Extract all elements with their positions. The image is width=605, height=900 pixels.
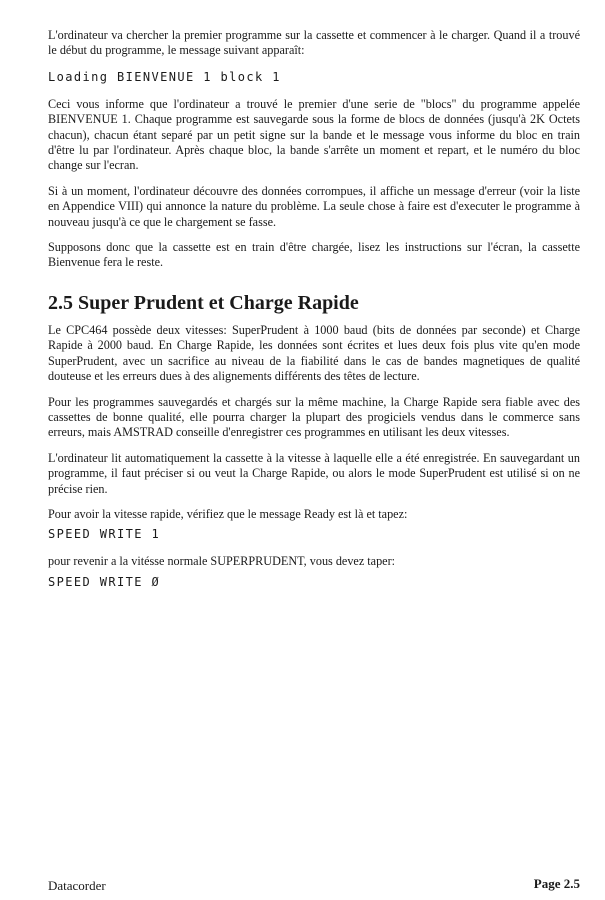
paragraph-fast-speed-instruction: Pour avoir la vitesse rapide, vérifiez que le message Ready est là et tapez: — [48, 506, 408, 521]
paragraph-auto-speed: L'ordinateur lit automatiquement la cassette à la vitesse à laquelle elle a été enregistrée. En sauvegardant un programme, il faut préciser si ou veut la Charge Rapide, ou alors le mode SuperPrudent est utilisé si on ne précise rien. — [48, 450, 580, 496]
footer-chapter-name: Datacorder — [48, 878, 106, 893]
paragraph-loading-intro: L'ordinateur va chercher la premier programme sur la cassette et commencer à le charger. Quand il a trouvé le début du programme, le message suivant apparaît: — [48, 28, 580, 58]
code-loading-message: Loading BIENVENUE 1 block 1 — [48, 69, 281, 84]
code-speed-write-0: SPEED WRITE Ø — [48, 574, 161, 589]
paragraph-speeds: Le CPC464 possède deux vitesses: SuperPrudent à 1000 baud (bits de données par seconde) et Charge Rapide à 2000 baud. En Charge Rapide, les données sont écrites et lues deux fois plus vite qu'en mode SuperPrudent, avec un sacrifice au niveau de la fiabilité dans le cas de bandes magnetiques de qualité douteuse et les erreurs dues à des alignements différents des têtes de lecture. — [48, 322, 580, 384]
paragraph-error-handling: Si à un moment, l'ordinateur découvre des données corrompues, il affiche un message d'erreur (voir la liste en Appendice VIII) qui annonce la nature du problème. La seule chose à faire est d'executer le programme à nouveau jusqu'à ce que le chargement se fasse. — [48, 183, 580, 229]
footer-page-number: Page 2.5 — [533, 876, 580, 891]
code-speed-write-1: SPEED WRITE 1 — [48, 527, 161, 542]
paragraph-cassette-loading: Supposons donc que la cassette est en train d'être chargée, lisez les instructions sur l'écran, la cassette Bienvenue fera le reste. — [48, 240, 580, 270]
page-content — [48, 28, 580, 602]
section-heading: 2.5 Super Prudent et Charge Rapide — [48, 291, 359, 314]
paragraph-blocks-explanation: Ceci vous informe que l'ordinateur a trouvé le premier d'une serie de "blocs" du programme appelée BIENVENUE 1. Chaque programme est sauvegarde sous la forme de blocs de données (jusqu'à 2K Octets chacun), chacun étant separé par un petit signe sur la bande et le message vous informe du bloc en train d'être lu par l'ordinateur. Après chaque bloc, la bande s'arrête un moment et repart, et le numéro du bloc change sur l'ecran. — [48, 96, 580, 173]
paragraph-reliability: Pour les programmes sauvegardés et chargés sur la même machine, la Charge Rapide sera fiable avec des cassettes de bonne qualité, elle pourra charger la plupart des progiciels vendus dans le commerce sans erreurs, mais AMSTRAD conseille d'enregistrer ces programmes en utilisant les deux vitesses. — [48, 394, 580, 440]
paragraph-normal-speed-instruction: pour revenir a la vitésse normale SUPERPRUDENT, vous devez taper: — [48, 554, 396, 569]
